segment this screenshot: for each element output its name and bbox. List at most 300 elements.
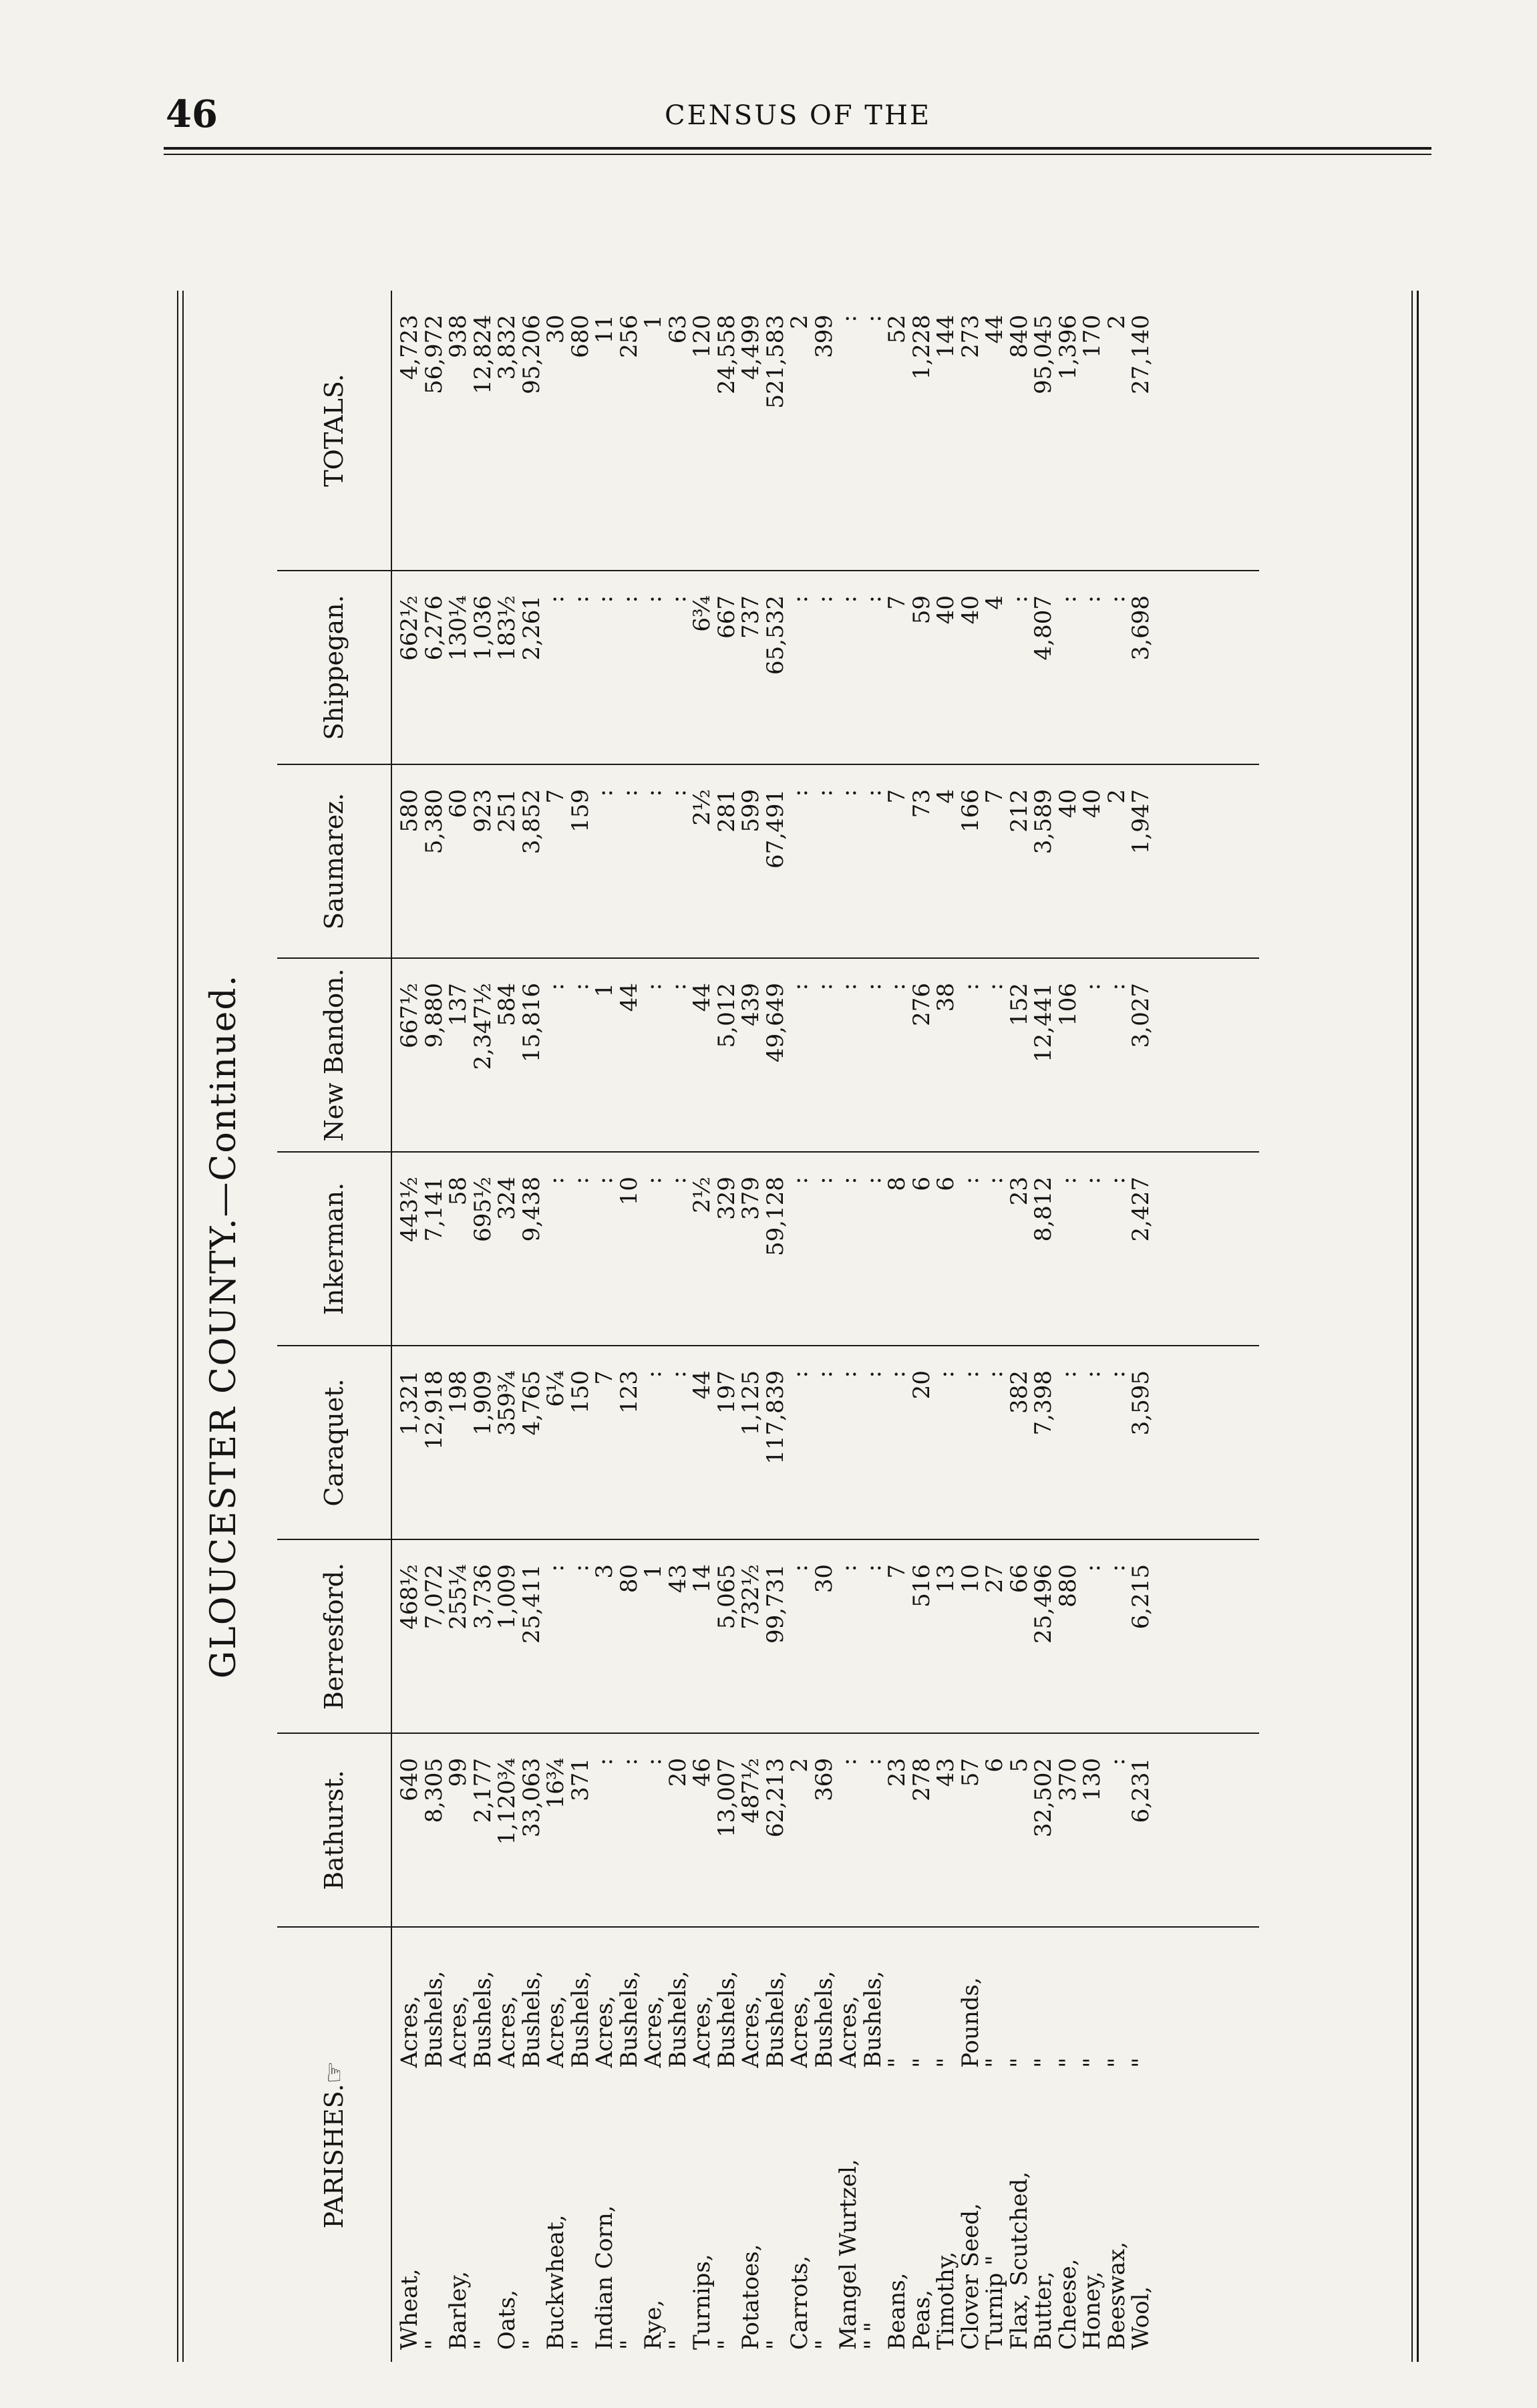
cell-saumarez: : xyxy=(664,789,691,797)
cell-shippegan: 6¾ xyxy=(689,595,715,632)
table-row xyxy=(1129,291,1154,2362)
cell-beresford: 66 xyxy=(1005,1564,1033,1594)
row-label: " xyxy=(664,2339,691,2350)
row-label: Carrots, xyxy=(786,2255,813,2350)
table-row xyxy=(910,291,934,2362)
cell-beresford: : xyxy=(859,1564,886,1572)
cell-new-bandon: : xyxy=(1103,983,1130,991)
row-label: " xyxy=(518,2339,545,2350)
cell-totals: 1 xyxy=(640,315,667,329)
cell-totals: 63 xyxy=(664,315,691,344)
table-row xyxy=(1105,291,1130,2362)
row-label: " " xyxy=(859,2321,886,2350)
cell-new-bandon: : xyxy=(810,983,838,991)
cell-totals: 144 xyxy=(932,315,959,358)
cell-totals: 170 xyxy=(1079,315,1105,358)
row-unit: Acres, xyxy=(835,1995,862,2068)
cell-new-bandon: 38 xyxy=(932,983,959,1012)
cell-caraquet: 123 xyxy=(615,1370,643,1414)
cell-caraquet: 3,595 xyxy=(1128,1370,1154,1436)
table-row xyxy=(544,291,568,2362)
cell-inkerman: 2,427 xyxy=(1128,1177,1154,1242)
cell-beresford: : xyxy=(1079,1564,1105,1572)
cell-shippegan: 662½ xyxy=(396,595,423,661)
table-row xyxy=(934,291,959,2362)
cell-totals: 680 xyxy=(566,315,594,358)
cell-new-bandon: 9,880 xyxy=(420,983,448,1048)
cell-inkerman: 324 xyxy=(494,1177,520,1220)
cell-saumarez: 7 xyxy=(542,789,569,804)
cell-bathurst: 8,305 xyxy=(420,1758,448,1823)
row-unit: " xyxy=(884,2057,910,2068)
cell-bathurst: 6,231 xyxy=(1128,1758,1154,1823)
row-unit: Bushels, xyxy=(469,1970,496,2068)
cell-shippegan: : xyxy=(664,595,691,603)
cell-shippegan: 183½ xyxy=(494,595,520,661)
cell-new-bandon: 276 xyxy=(908,983,935,1026)
cell-shippegan: 737 xyxy=(737,595,764,639)
cell-saumarez: 166 xyxy=(957,789,984,833)
row-unit: " xyxy=(1054,2057,1081,2068)
cell-caraquet: : xyxy=(859,1370,886,1378)
table-row xyxy=(1031,291,1056,2362)
row-unit: Acres, xyxy=(494,1995,520,2068)
cell-saumarez: 7 xyxy=(884,789,910,804)
cell-bathurst: 43 xyxy=(932,1758,959,1787)
cell-totals: 4,723 xyxy=(396,315,423,380)
cell-new-bandon: 1 xyxy=(591,983,618,998)
cell-totals: 256 xyxy=(615,315,643,358)
cell-shippegan: 4,807 xyxy=(1030,595,1057,661)
row-unit: " xyxy=(1005,2057,1033,2068)
row-unit: " xyxy=(1079,2057,1105,2068)
row-label: Peas, xyxy=(908,2290,935,2350)
cell-bathurst: 5 xyxy=(1005,1758,1033,1773)
cell-totals: 1,228 xyxy=(908,315,935,380)
table-row xyxy=(592,291,617,2362)
table-row xyxy=(422,291,447,2362)
cell-inkerman: 7,141 xyxy=(420,1177,448,1242)
cell-saumarez: 40 xyxy=(1054,789,1081,818)
cell-caraquet: : xyxy=(664,1370,691,1378)
cell-caraquet: 198 xyxy=(445,1370,472,1414)
row-label: Turnips, xyxy=(689,2254,715,2350)
row-label: Timothy, xyxy=(932,2251,959,2350)
cell-inkerman: 6 xyxy=(908,1177,935,1191)
row-unit: Bushels, xyxy=(810,1970,838,2068)
cell-saumarez: 3,852 xyxy=(518,789,545,855)
cell-beresford: 80 xyxy=(615,1564,643,1594)
cell-new-bandon: 44 xyxy=(615,983,643,1012)
row-label: Cheese, xyxy=(1054,2258,1081,2350)
row-label: Beans, xyxy=(884,2272,910,2350)
cell-shippegan: : xyxy=(542,595,569,603)
cell-beresford: 3,736 xyxy=(469,1564,496,1630)
cell-totals: : xyxy=(859,315,886,323)
cell-new-bandon: : xyxy=(859,983,886,991)
cell-saumarez: 580 xyxy=(396,789,423,833)
cell-totals: 399 xyxy=(810,315,838,358)
cell-totals: 840 xyxy=(1005,315,1033,358)
cell-bathurst: 23 xyxy=(884,1758,910,1787)
row-label: Rye, xyxy=(640,2299,667,2350)
table-row xyxy=(959,291,983,2362)
row-label: Flax, Scutched, xyxy=(1005,2171,1033,2350)
row-unit: Acres, xyxy=(640,1995,667,2068)
cell-inkerman: 379 xyxy=(737,1177,764,1220)
cell-inkerman: : xyxy=(810,1177,838,1185)
cell-inkerman: : xyxy=(1079,1177,1105,1185)
cell-saumarez: : xyxy=(640,789,667,797)
cell-inkerman: : xyxy=(1054,1177,1081,1185)
row-unit: Acres, xyxy=(396,1995,423,2068)
cell-shippegan: : xyxy=(1103,595,1130,603)
cell-totals: 27,140 xyxy=(1128,315,1154,394)
cell-saumarez: 159 xyxy=(566,789,594,833)
cell-shippegan: : xyxy=(566,595,594,603)
cell-shippegan: 40 xyxy=(957,595,984,625)
row-label: Butter, xyxy=(1030,2271,1057,2350)
cell-new-bandon: 49,649 xyxy=(761,983,789,1062)
cell-bathurst: 1,120¾ xyxy=(494,1758,520,1845)
cell-totals: 4,499 xyxy=(737,315,764,380)
column-header-inkerman: Inkerman. xyxy=(277,1153,391,1346)
row-label: " xyxy=(810,2339,838,2350)
cell-new-bandon: 15,816 xyxy=(518,983,545,1062)
cell-bathurst: : xyxy=(640,1758,667,1766)
row-label: Honey, xyxy=(1079,2271,1105,2350)
cell-shippegan: 59 xyxy=(908,595,935,625)
cell-inkerman: 10 xyxy=(615,1177,643,1206)
cell-inkerman: 23 xyxy=(1005,1177,1033,1206)
cell-bathurst: 33,063 xyxy=(518,1758,545,1837)
row-unit: Acres, xyxy=(737,1995,764,2068)
cell-caraquet: 6¼ xyxy=(542,1370,569,1407)
cell-saumarez: 67,491 xyxy=(761,789,789,869)
row-unit: Bushels, xyxy=(518,1970,545,2068)
table-row xyxy=(690,291,715,2362)
cell-bathurst: : xyxy=(591,1758,618,1766)
cell-totals: 2 xyxy=(786,315,813,329)
table-row xyxy=(836,291,861,2362)
cell-bathurst: 57 xyxy=(957,1758,984,1787)
cell-shippegan: : xyxy=(859,595,886,603)
cell-totals: 273 xyxy=(957,315,984,358)
cell-beresford: 14 xyxy=(689,1564,715,1594)
cell-inkerman: : xyxy=(957,1177,984,1185)
cell-shippegan: 1,036 xyxy=(469,595,496,661)
row-label: " xyxy=(469,2339,496,2350)
row-label: Turnip " xyxy=(981,2255,1008,2350)
cell-saumarez: : xyxy=(786,789,813,797)
row-label: " xyxy=(420,2339,448,2350)
cell-inkerman: : xyxy=(859,1177,886,1185)
cell-saumarez: 73 xyxy=(908,789,935,818)
cell-caraquet: : xyxy=(1079,1370,1105,1378)
cell-saumarez: : xyxy=(835,789,862,797)
column-header-parishes: PARISHES.☞ xyxy=(319,2061,349,2229)
table-row xyxy=(617,291,642,2362)
cell-totals: 2 xyxy=(1103,315,1130,329)
cell-new-bandon: 439 xyxy=(737,983,764,1026)
cell-bathurst: 371 xyxy=(566,1758,594,1801)
row-unit: " xyxy=(1128,2057,1154,2068)
table-row xyxy=(471,291,496,2362)
cell-bathurst: 16¾ xyxy=(542,1758,569,1809)
cell-saumarez: 1,947 xyxy=(1128,789,1154,855)
cell-beresford: 1,009 xyxy=(494,1564,520,1630)
column-header-bathurst: Bathurst. xyxy=(277,1734,391,1928)
cell-bathurst: 278 xyxy=(908,1758,935,1801)
cell-caraquet: 1,321 xyxy=(396,1370,423,1436)
cell-new-bandon: : xyxy=(835,983,862,991)
table-bottom-rule xyxy=(1411,291,1413,2362)
cell-bathurst: 2,177 xyxy=(469,1758,496,1823)
cell-caraquet: : xyxy=(1103,1370,1130,1378)
cell-inkerman: 8 xyxy=(884,1177,910,1191)
row-label: Mangel Wurtzel, xyxy=(835,2159,862,2350)
table-body xyxy=(397,291,1154,2362)
table-header-row xyxy=(277,291,391,2362)
table-row xyxy=(495,291,520,2362)
table-row xyxy=(861,291,886,2362)
row-unit: Acres, xyxy=(591,1995,618,2068)
cell-shippegan: : xyxy=(1005,595,1033,603)
cell-saumarez: 4 xyxy=(932,789,959,804)
cell-bathurst: 640 xyxy=(396,1758,423,1801)
cell-caraquet: 7 xyxy=(591,1370,618,1385)
table-row xyxy=(568,291,593,2362)
cell-totals: 120 xyxy=(689,315,715,358)
cell-saumarez: 40 xyxy=(1079,789,1105,818)
cell-totals: 44 xyxy=(981,315,1008,344)
cell-totals: 95,206 xyxy=(518,315,545,394)
row-unit: Bushels, xyxy=(713,1970,740,2068)
cell-totals: 938 xyxy=(445,315,472,358)
cell-bathurst: 369 xyxy=(810,1758,838,1801)
cell-shippegan: : xyxy=(1054,595,1081,603)
cell-inkerman: : xyxy=(591,1177,618,1185)
cell-shippegan: : xyxy=(640,595,667,603)
cell-saumarez: 5,380 xyxy=(420,789,448,855)
row-label: Barley, xyxy=(445,2270,472,2350)
cell-new-bandon: : xyxy=(1079,983,1105,991)
cell-saumarez: : xyxy=(810,789,838,797)
cell-caraquet: : xyxy=(932,1370,959,1378)
cell-shippegan: : xyxy=(810,595,838,603)
cell-beresford: 30 xyxy=(810,1564,838,1594)
cell-saumarez: 2 xyxy=(1103,789,1130,804)
header-rule xyxy=(164,147,1431,150)
header-rule-thin xyxy=(164,154,1431,155)
row-unit: Acres, xyxy=(542,1995,569,2068)
row-unit: Acres, xyxy=(689,1995,715,2068)
cell-totals: 24,558 xyxy=(713,315,740,394)
column-header-totals: TOTALS. xyxy=(277,291,391,571)
table-row xyxy=(520,291,544,2362)
cell-caraquet: : xyxy=(1054,1370,1081,1378)
cell-saumarez: 60 xyxy=(445,789,472,818)
cell-saumarez: 212 xyxy=(1005,789,1033,833)
cell-shippegan: 2,261 xyxy=(518,595,545,661)
row-label: Clover Seed, xyxy=(957,2203,984,2350)
cell-caraquet: 7,398 xyxy=(1030,1370,1057,1436)
cell-inkerman: : xyxy=(542,1177,569,1185)
cell-inkerman: : xyxy=(981,1177,1008,1185)
row-label: Beeswax, xyxy=(1103,2241,1130,2350)
cell-inkerman: 329 xyxy=(713,1177,740,1220)
census-table xyxy=(177,291,1419,2362)
row-unit: Bushels, xyxy=(420,1970,448,2068)
cell-shippegan: : xyxy=(615,595,643,603)
cell-caraquet: : xyxy=(835,1370,862,1378)
cell-bathurst: : xyxy=(1103,1758,1130,1766)
column-header-beresford: Berresford. xyxy=(277,1540,391,1734)
cell-inkerman: 443½ xyxy=(396,1177,423,1242)
row-unit: " xyxy=(908,2057,935,2068)
cell-caraquet: : xyxy=(981,1370,1008,1378)
cell-shippegan: 65,532 xyxy=(761,595,789,675)
cell-caraquet: : xyxy=(810,1370,838,1378)
cell-beresford: 7 xyxy=(884,1564,910,1579)
cell-saumarez: 251 xyxy=(494,789,520,833)
cell-beresford: 255¼ xyxy=(445,1564,472,1630)
cell-totals: 12,824 xyxy=(469,315,496,394)
row-unit: Bushels, xyxy=(859,1970,886,2068)
cell-beresford: : xyxy=(542,1564,569,1572)
cell-new-bandon: : xyxy=(981,983,1008,991)
table-row xyxy=(739,291,763,2362)
row-unit: Bushels, xyxy=(566,1970,594,2068)
row-label: " xyxy=(761,2339,789,2350)
cell-saumarez: : xyxy=(615,789,643,797)
cell-totals: 30 xyxy=(542,315,569,344)
table-row xyxy=(715,291,739,2362)
cell-shippegan: : xyxy=(591,595,618,603)
cell-bathurst: : xyxy=(859,1758,886,1766)
cell-beresford: : xyxy=(566,1564,594,1572)
cell-caraquet: 1,125 xyxy=(737,1370,764,1436)
row-label: Potatoes, xyxy=(737,2244,764,2350)
cell-beresford: 3 xyxy=(591,1564,618,1579)
cell-beresford: 27 xyxy=(981,1564,1008,1594)
cell-shippegan: 7 xyxy=(884,595,910,610)
cell-shippegan: 40 xyxy=(932,595,959,625)
cell-new-bandon: : xyxy=(884,983,910,991)
table-top-rule xyxy=(177,291,178,2362)
cell-caraquet: : xyxy=(640,1370,667,1378)
cell-saumarez: 3,589 xyxy=(1030,789,1057,855)
cell-bathurst: 6 xyxy=(981,1758,1008,1773)
cell-bathurst: 46 xyxy=(689,1758,715,1787)
cell-shippegan: 667 xyxy=(713,595,740,639)
table-row xyxy=(983,291,1007,2362)
cell-beresford: 732½ xyxy=(737,1564,764,1630)
cell-new-bandon: : xyxy=(957,983,984,991)
column-header-caraquet: Caraquet. xyxy=(277,1346,391,1540)
table-row xyxy=(812,291,837,2362)
table-bottom-rule-thick xyxy=(1417,291,1419,2362)
cell-caraquet: 20 xyxy=(908,1370,935,1400)
cell-new-bandon: 137 xyxy=(445,983,472,1026)
table-row xyxy=(397,291,422,2362)
cell-bathurst: 32,502 xyxy=(1030,1758,1057,1837)
cell-new-bandon: 667½ xyxy=(396,983,423,1048)
table-row xyxy=(1007,291,1032,2362)
cell-totals: 1,396 xyxy=(1054,315,1081,380)
header-bottom-rule xyxy=(391,291,392,2362)
cell-shippegan: 6,276 xyxy=(420,595,448,661)
cell-saumarez: 2½ xyxy=(689,789,715,826)
cell-caraquet: : xyxy=(884,1370,910,1378)
table-row xyxy=(1080,291,1105,2362)
cell-totals: 52 xyxy=(884,315,910,344)
cell-inkerman: : xyxy=(1103,1177,1130,1185)
cell-new-bandon: 3,027 xyxy=(1128,983,1154,1048)
row-unit: Bushels, xyxy=(761,1970,789,2068)
table-title: GLOUCESTER COUNTY.—Continued. xyxy=(204,973,244,1679)
cell-beresford: 6,215 xyxy=(1128,1564,1154,1630)
cell-inkerman: 9,438 xyxy=(518,1177,545,1242)
cell-bathurst: 130 xyxy=(1079,1758,1105,1801)
cell-inkerman: : xyxy=(664,1177,691,1185)
cell-beresford: 516 xyxy=(908,1564,935,1608)
cell-inkerman: 6 xyxy=(932,1177,959,1191)
cell-inkerman: : xyxy=(640,1177,667,1185)
cell-caraquet: 4,765 xyxy=(518,1370,545,1436)
cell-bathurst: 487½ xyxy=(737,1758,764,1823)
cell-shippegan: : xyxy=(835,595,862,603)
table-row xyxy=(446,291,471,2362)
cell-saumarez: : xyxy=(591,789,618,797)
table-top-rule-thin xyxy=(182,291,184,2362)
cell-beresford: 10 xyxy=(957,1564,984,1594)
row-label: Wheat, xyxy=(396,2268,423,2350)
cell-beresford: 43 xyxy=(664,1564,691,1594)
cell-totals: 56,972 xyxy=(420,315,448,394)
cell-new-bandon: 44 xyxy=(689,983,715,1012)
cell-bathurst: 2 xyxy=(786,1758,813,1773)
cell-totals: 521,583 xyxy=(761,315,789,409)
cell-bathurst: 20 xyxy=(664,1758,691,1787)
cell-beresford: : xyxy=(786,1564,813,1572)
cell-beresford: 468½ xyxy=(396,1564,423,1630)
cell-new-bandon: : xyxy=(664,983,691,991)
cell-caraquet: : xyxy=(957,1370,984,1378)
row-unit: Acres, xyxy=(445,1995,472,2068)
cell-new-bandon: : xyxy=(566,983,594,991)
cell-new-bandon: : xyxy=(786,983,813,991)
cell-beresford: 25,411 xyxy=(518,1564,545,1644)
row-label: Buckwheat, xyxy=(542,2214,569,2350)
cell-inkerman: 59,128 xyxy=(761,1177,789,1256)
column-header-saumarez: Saumarez. xyxy=(277,765,391,959)
cell-bathurst: 13,007 xyxy=(713,1758,740,1837)
cell-inkerman: 2½ xyxy=(689,1177,715,1213)
page-number: 46 xyxy=(166,92,218,136)
cell-new-bandon: 152 xyxy=(1005,983,1033,1026)
row-unit: Pounds, xyxy=(957,1977,984,2068)
cell-beresford: : xyxy=(1103,1564,1130,1572)
cell-shippegan: 3,698 xyxy=(1128,595,1154,661)
cell-inkerman: : xyxy=(786,1177,813,1185)
cell-inkerman: 695½ xyxy=(469,1177,496,1242)
cell-bathurst: : xyxy=(835,1758,862,1766)
table-row xyxy=(885,291,910,2362)
row-unit: " xyxy=(932,2057,959,2068)
cell-inkerman: : xyxy=(566,1177,594,1185)
cell-caraquet: 1,909 xyxy=(469,1370,496,1436)
